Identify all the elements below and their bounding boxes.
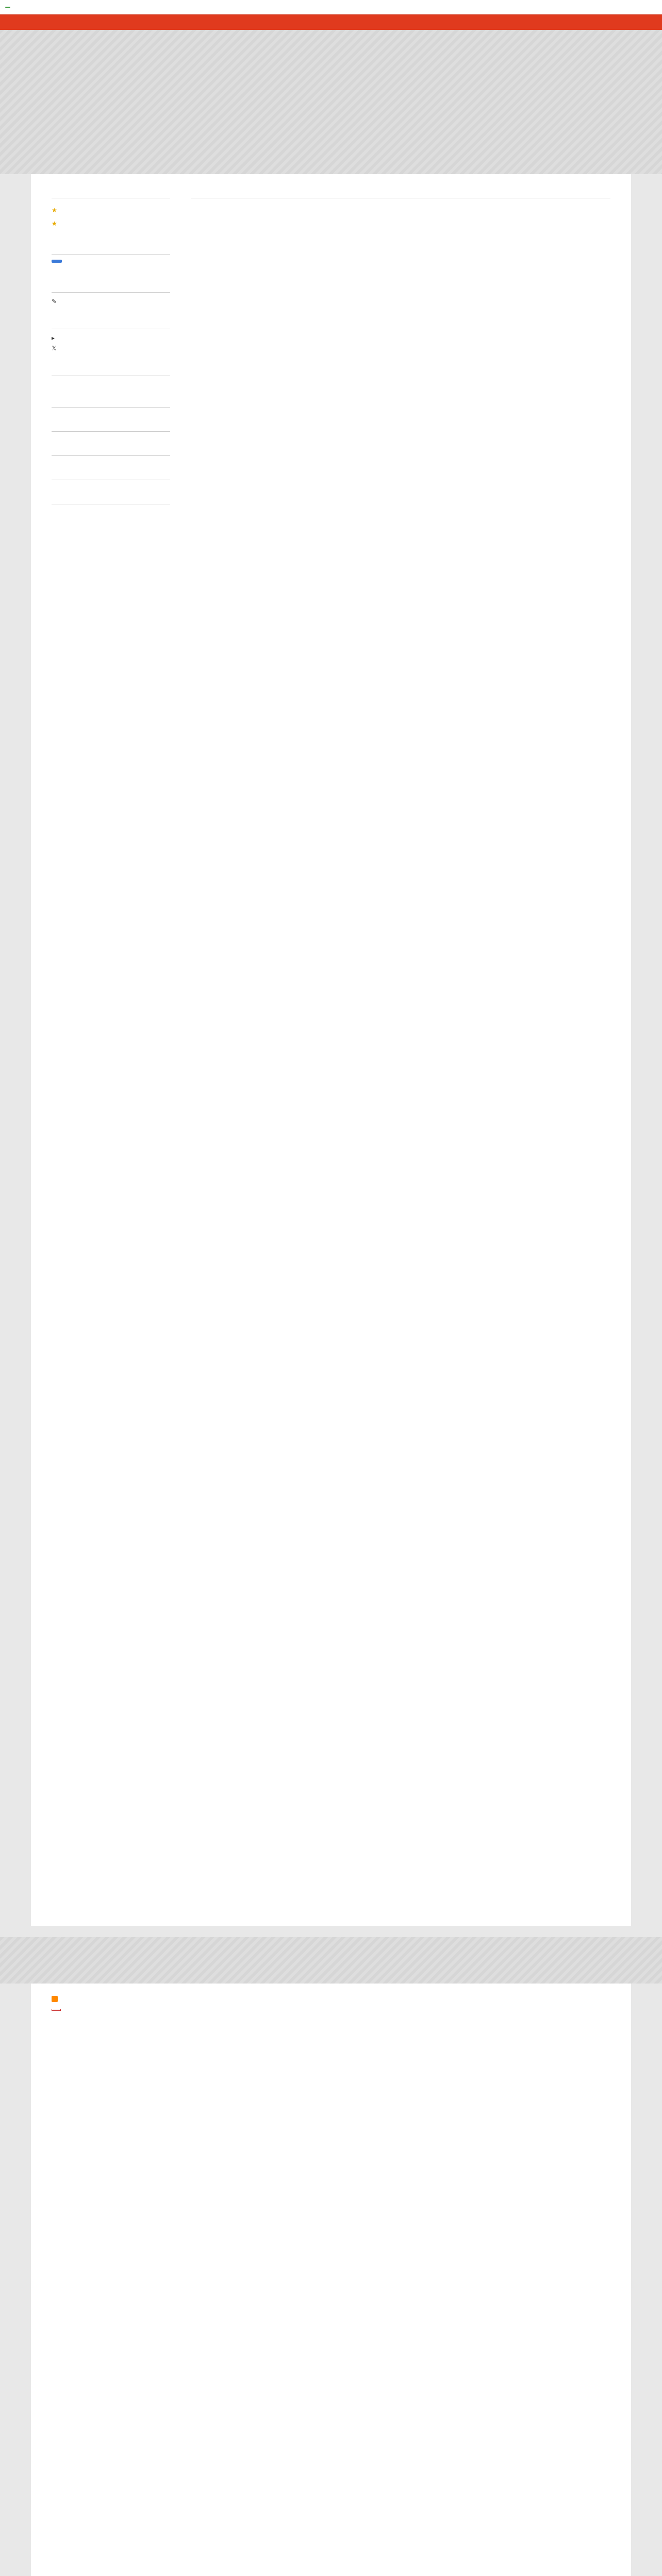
page-body bbox=[31, 174, 631, 1926]
edit-icon: ✎ bbox=[52, 298, 57, 305]
goo-logo[interactable] bbox=[5, 7, 10, 8]
login-block bbox=[52, 289, 170, 305]
calendar-block bbox=[52, 372, 170, 383]
bookmark-block bbox=[52, 501, 170, 504]
backnumber-heading bbox=[52, 477, 170, 480]
recent-block bbox=[52, 404, 170, 408]
recommend-block bbox=[52, 326, 170, 352]
bookmark-heading bbox=[52, 501, 170, 504]
service-end-notice bbox=[0, 14, 662, 30]
rss-icon[interactable] bbox=[52, 1996, 58, 2002]
profile-heading bbox=[52, 251, 170, 255]
lower-main bbox=[191, 1989, 610, 2576]
goo-notice-list bbox=[52, 204, 170, 230]
goo-blog-badge[interactable] bbox=[52, 2009, 61, 2011]
arrow-icon: ▸ bbox=[52, 334, 55, 342]
comment-block bbox=[52, 452, 170, 456]
star-icon: ★ bbox=[52, 220, 57, 227]
recent-heading bbox=[52, 404, 170, 408]
follow-button[interactable] bbox=[52, 260, 62, 263]
comment-heading bbox=[52, 452, 170, 456]
sidebar bbox=[52, 195, 170, 1905]
top-bar bbox=[0, 0, 662, 14]
x-logo-icon: 𝕏 bbox=[52, 345, 57, 352]
goo-notice-item[interactable] bbox=[52, 217, 170, 230]
ad-heading bbox=[191, 195, 610, 198]
goo-notice-heading bbox=[52, 195, 170, 198]
blog-header bbox=[0, 30, 662, 174]
calendar-heading bbox=[52, 372, 170, 376]
goo-notice-block bbox=[52, 195, 170, 230]
lower-section bbox=[31, 1984, 631, 2576]
category-block bbox=[52, 428, 170, 432]
profile-block bbox=[52, 251, 170, 268]
login-heading bbox=[52, 289, 170, 293]
header-band bbox=[0, 1937, 662, 1984]
main-content bbox=[191, 195, 610, 1905]
lower-sidebar bbox=[52, 1989, 170, 2576]
goo-notice-item[interactable] bbox=[52, 204, 170, 217]
backnumber-block bbox=[52, 477, 170, 480]
category-heading bbox=[52, 428, 170, 432]
star-icon: ★ bbox=[52, 207, 57, 214]
recommend-heading bbox=[52, 326, 170, 329]
